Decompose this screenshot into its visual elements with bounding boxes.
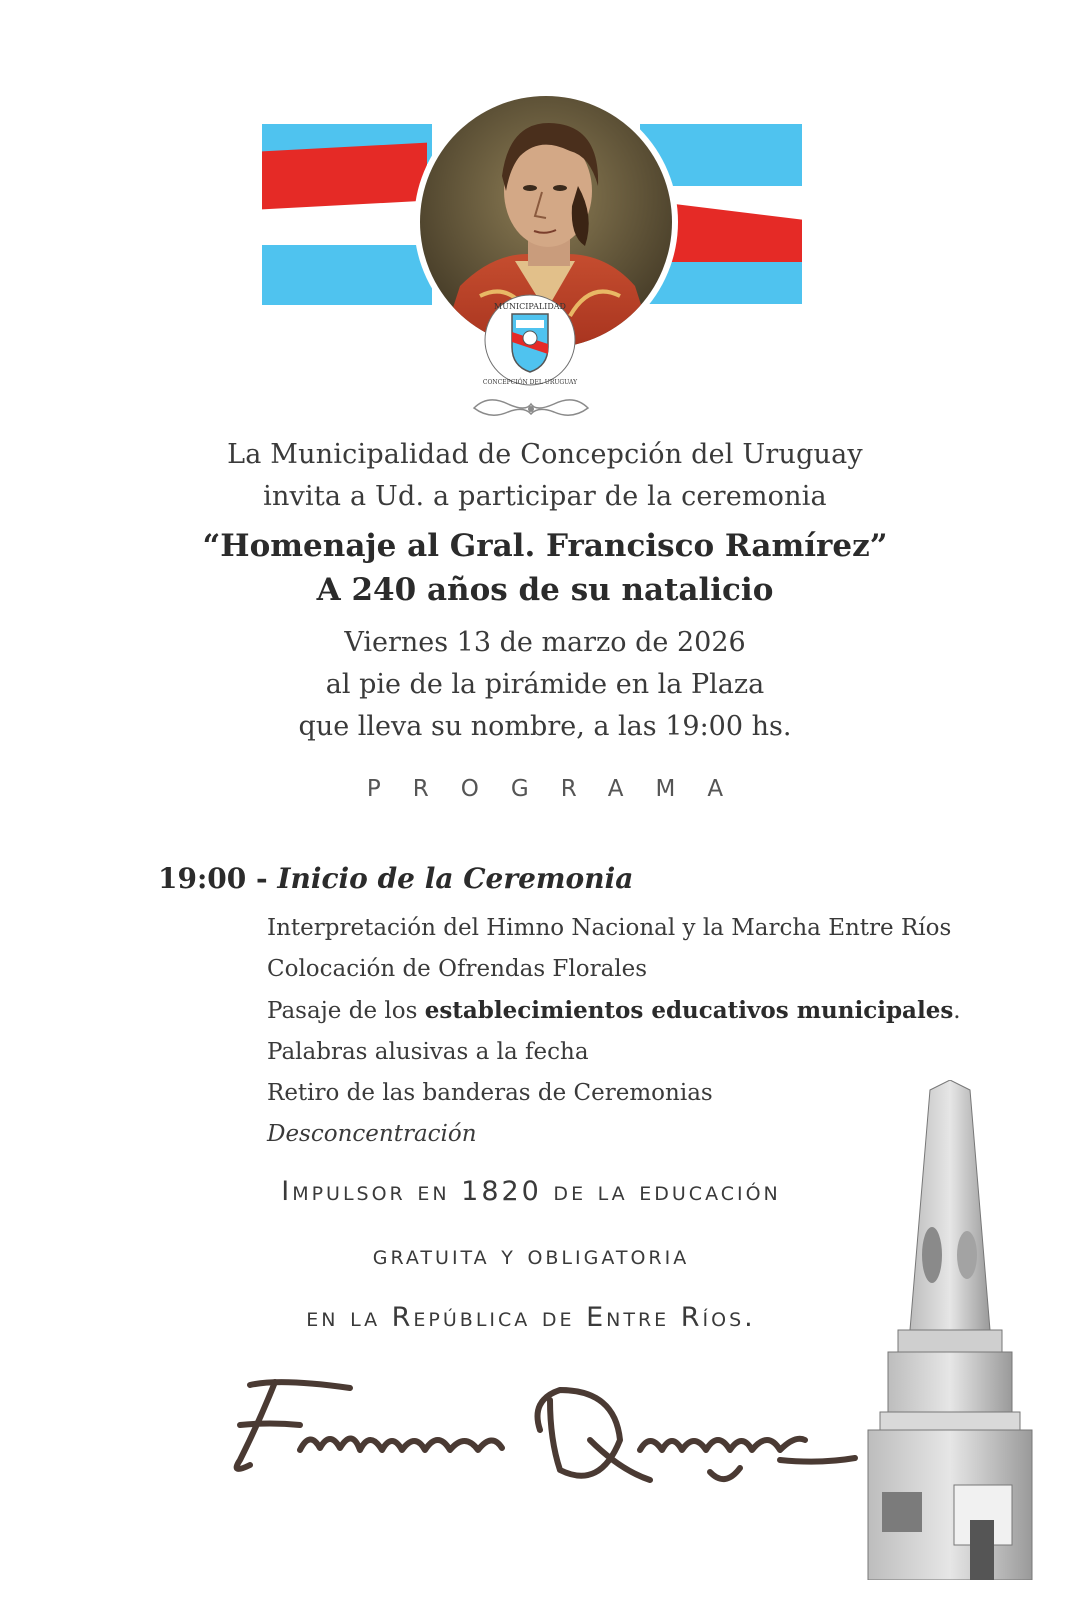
program-list xyxy=(267,908,961,1155)
seal-text-bottom: CONCEPCIÓN DEL URUGUAY xyxy=(482,379,578,386)
list-item xyxy=(267,990,961,1032)
list-item-bold: establecimientos educativos municipales xyxy=(424,997,954,1024)
obelisk-monument-image xyxy=(862,1080,1042,1580)
signature xyxy=(220,1370,860,1500)
programa-heading: PROGRAMA xyxy=(366,776,756,802)
motto-line-1: Impulsor en 1820 de la educación xyxy=(281,1176,781,1207)
list-item-suffix: . xyxy=(953,998,961,1024)
event-title: “Homenaje al Gral. Francisco Ramírez” xyxy=(202,528,888,564)
list-item: Retiro de las banderas de Ceremonias xyxy=(267,1080,713,1106)
ornament-flourish xyxy=(468,390,594,424)
municipal-seal-logo xyxy=(482,292,578,388)
event-subtitle: A 240 años de su natalicio xyxy=(316,572,774,608)
flag-left-red xyxy=(262,143,427,210)
motto-line-2: gratuita y obligatoria xyxy=(372,1240,690,1271)
list-item: Colocación de Ofrendas Florales xyxy=(267,956,648,982)
program-heading-text: Inicio de la Ceremonia xyxy=(277,862,634,895)
intro-line-1: La Municipalidad de Concepción del Uruguay xyxy=(227,439,863,470)
flag-right-blue-top xyxy=(640,124,802,186)
flag-right-blue-bottom xyxy=(640,262,802,304)
event-place: al pie de la pirámide en la Plaza xyxy=(325,669,765,700)
list-item: Palabras alusivas a la fecha xyxy=(267,1039,589,1065)
seal-text-top: MUNICIPALIDAD xyxy=(494,302,566,311)
list-item-prefix: Pasaje de los xyxy=(267,998,425,1024)
intro-line-2: invita a Ud. a participar de la ceremonia xyxy=(263,481,827,512)
list-item: Desconcentración xyxy=(267,1121,477,1147)
motto-line-3: en la República de Entre Ríos. xyxy=(306,1302,756,1333)
flag-left-blue-bottom xyxy=(262,245,432,305)
event-time: que lleva su nombre, a las 19:00 hs. xyxy=(298,711,792,742)
program-time: 19:00 - xyxy=(158,862,268,895)
event-date: Viernes 13 de marzo de 2026 xyxy=(344,627,746,658)
program-heading xyxy=(158,862,633,895)
list-item: Interpretación del Himno Nacional y la Marcha Entre Ríos xyxy=(267,915,952,941)
